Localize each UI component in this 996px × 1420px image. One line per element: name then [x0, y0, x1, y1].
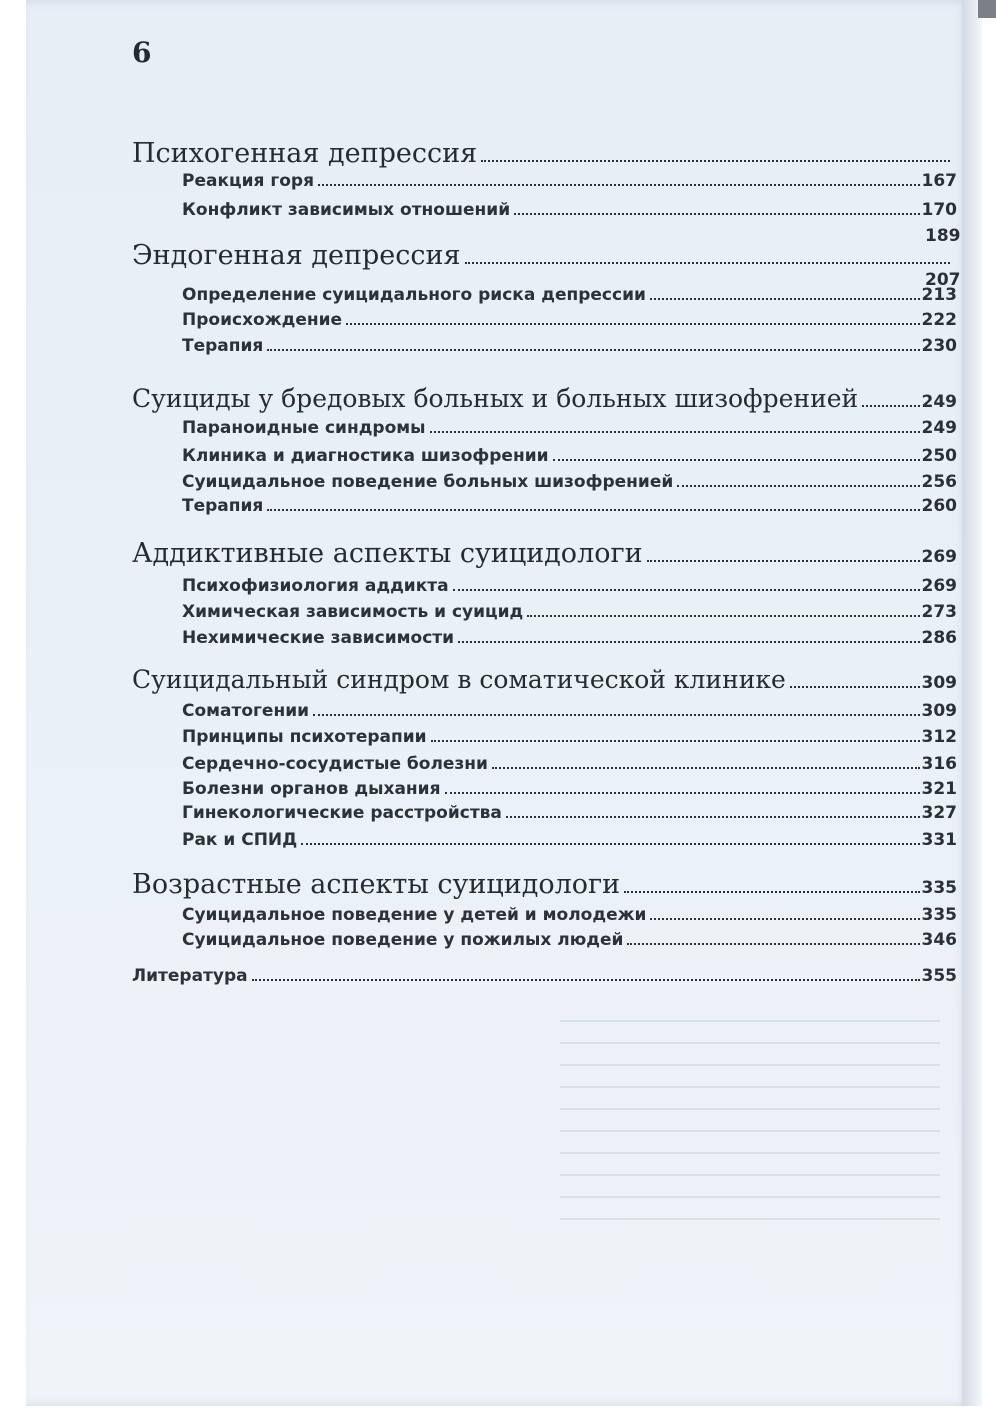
chapter-page: 207 — [925, 270, 961, 290]
entry-title: Рак и СПИД — [182, 830, 298, 850]
dot-leader — [267, 509, 919, 511]
toc-entry[interactable] — [182, 905, 957, 925]
toc-entry[interactable] — [182, 602, 957, 622]
dot-leader — [527, 615, 919, 617]
entry-page: 321 — [921, 779, 957, 799]
entry-page: 222 — [921, 310, 957, 330]
entry-title: Суицидальное поведение у пожилых людей — [182, 930, 624, 950]
chapter-page: 335 — [921, 878, 957, 898]
toc-entry[interactable] — [182, 446, 957, 466]
dot-leader — [481, 160, 950, 162]
toc-entry[interactable] — [182, 830, 957, 850]
dot-leader — [431, 740, 920, 742]
dot-leader — [313, 714, 919, 716]
chapter-title: Аддиктивные аспекты суицидологи — [132, 538, 643, 569]
entry-title: Нехимические зависимости — [182, 628, 455, 648]
entry-title: Суицидальное поведение больных шизофренией — [182, 472, 674, 492]
entry-title: Литература — [132, 966, 248, 986]
toc-entry[interactable] — [182, 576, 957, 596]
chapter-page: 309 — [921, 673, 957, 693]
entry-title: Реакция горя — [182, 171, 314, 191]
entry-page: 309 — [921, 701, 957, 721]
toc-chapter[interactable] — [132, 384, 957, 413]
entry-page: 230 — [921, 336, 957, 356]
toc-entry[interactable] — [182, 930, 957, 950]
toc-entry[interactable] — [182, 754, 957, 774]
chapter-title: Психогенная депрессия — [132, 138, 478, 169]
entry-title: Клиника и диагностика шизофрении — [182, 446, 549, 466]
entry-page: 269 — [921, 576, 957, 596]
entry-title: Параноидные синдромы — [182, 418, 426, 438]
dot-leader — [624, 891, 919, 893]
entry-page: 327 — [921, 803, 957, 823]
entry-page: 273 — [921, 602, 957, 622]
dot-leader — [301, 843, 919, 845]
entry-page: 260 — [921, 496, 957, 516]
dot-leader — [458, 641, 919, 643]
dot-leader — [346, 323, 919, 325]
entry-page: 286 — [921, 628, 957, 648]
entry-title: Гинекологические расстройства — [182, 803, 502, 823]
entry-page: 355 — [921, 966, 957, 986]
chapter-title: Эндогенная депрессия — [132, 240, 461, 271]
toc-chapter[interactable] — [132, 138, 952, 169]
toc-chapter[interactable] — [132, 538, 957, 569]
dot-leader — [430, 431, 920, 433]
dot-leader — [514, 213, 919, 215]
entry-title: Терапия — [182, 496, 264, 516]
entry-page: 331 — [921, 830, 957, 850]
bleed-through-text — [560, 1020, 940, 1280]
toc-entry[interactable] — [182, 803, 957, 823]
entry-page: 189 — [925, 226, 961, 246]
dot-leader — [627, 943, 919, 945]
page-number: 6 — [132, 36, 152, 69]
entry-title: Терапия — [182, 336, 264, 356]
dot-leader — [267, 349, 919, 351]
entry-page: 213 — [921, 285, 957, 305]
entry-title: Болезни органов дыхания — [182, 779, 441, 799]
dot-leader — [553, 459, 920, 461]
entry-page: 249 — [921, 418, 957, 438]
toc-entry[interactable] — [182, 727, 957, 747]
entry-page: 335 — [921, 905, 957, 925]
toc-entry[interactable] — [182, 628, 957, 648]
chapter-title: Суицидальный синдром в соматической клинике — [132, 665, 786, 694]
toc-entry[interactable] — [182, 200, 957, 220]
toc-entry[interactable] — [182, 779, 957, 799]
entry-page: 170 — [921, 200, 957, 220]
entry-title: Происхождение — [182, 310, 343, 330]
entry-title: Сердечно-сосудистые болезни — [182, 754, 488, 774]
toc-chapter[interactable] — [132, 869, 957, 900]
chapter-title: Возрастные аспекты суицидологи — [132, 869, 621, 900]
dot-leader — [252, 979, 920, 981]
toc-entry[interactable] — [182, 336, 957, 356]
dot-leader — [677, 485, 919, 487]
entry-title: Принципы психотерапии — [182, 727, 427, 747]
toc-entry[interactable] — [182, 701, 957, 721]
chapter-page: 269 — [921, 547, 957, 567]
entry-page: 256 — [921, 472, 957, 492]
dot-leader — [465, 262, 951, 264]
toc-entry[interactable] — [182, 310, 957, 330]
entry-page: 316 — [921, 754, 957, 774]
dot-leader — [647, 560, 920, 562]
dot-leader — [506, 816, 920, 818]
dot-leader — [492, 767, 920, 769]
dot-leader — [790, 686, 920, 688]
dot-leader — [862, 405, 919, 407]
toc-entry[interactable] — [182, 418, 957, 438]
toc-entry[interactable] — [182, 496, 957, 516]
dot-leader — [650, 298, 920, 300]
toc-entry[interactable] — [182, 171, 957, 191]
entry-title: Суицидальное поведение у детей и молодежи — [182, 905, 647, 925]
entry-page: 346 — [921, 930, 957, 950]
entry-page: 312 — [921, 727, 957, 747]
toc-chapter[interactable] — [132, 665, 957, 694]
scan-corner — [978, 0, 996, 18]
toc-entry-literature[interactable] — [132, 966, 957, 986]
dot-leader — [445, 792, 920, 794]
dot-leader — [453, 589, 920, 591]
page-edge — [962, 0, 982, 1406]
entry-title: Конфликт зависимых отношений — [182, 200, 511, 220]
chapter-page: 249 — [921, 392, 957, 412]
entry-title: Химическая зависимость и суицид — [182, 602, 524, 622]
toc-entry[interactable] — [182, 472, 957, 492]
dot-leader — [650, 918, 919, 920]
chapter-title: Суициды у бредовых больных и больных шизофренией — [132, 384, 859, 413]
entry-title: Определение суицидального риска депрессии — [182, 285, 646, 305]
toc-chapter[interactable] — [132, 240, 952, 271]
entry-title: Психофизиология аддикта — [182, 576, 449, 596]
dot-leader — [318, 184, 920, 186]
entry-page: 167 — [921, 171, 957, 191]
entry-title: Соматогении — [182, 701, 310, 721]
entry-page: 250 — [921, 446, 957, 466]
toc-entry[interactable] — [182, 285, 957, 305]
